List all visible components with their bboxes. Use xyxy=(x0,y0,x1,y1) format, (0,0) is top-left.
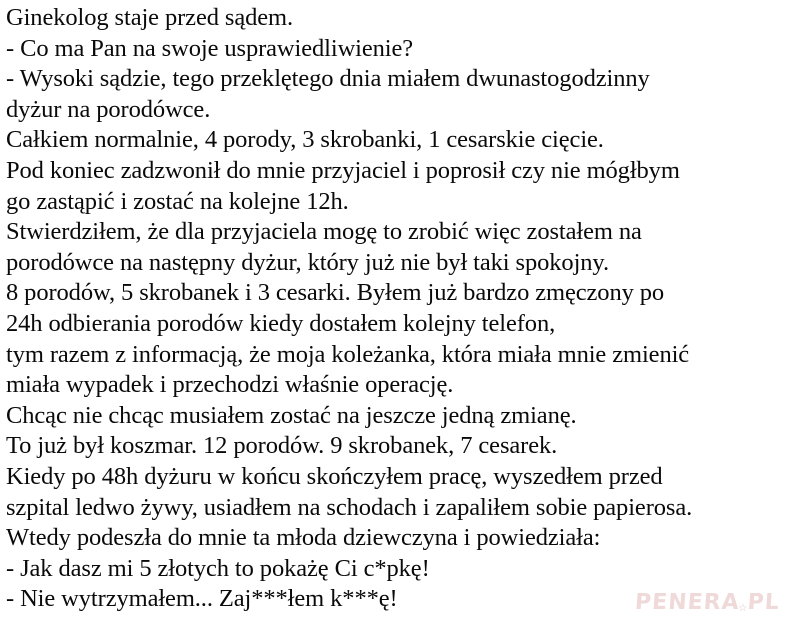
joke-line: porodówce na następny dyżur, który już nie był taki spokojny. xyxy=(6,248,610,276)
joke-line: dyżur na porodówce. xyxy=(6,95,211,123)
joke-line: - Wysoki sądzie, tego przeklętego dnia miałem dwunastogodzinny xyxy=(6,65,650,93)
joke-line: Stwierdziłem, że dla przyjaciela mogę to zrobić więc zostałem na xyxy=(6,218,642,246)
joke-line: 24h odbierania porodów kiedy dostałem kolejny telefon, xyxy=(6,309,556,337)
joke-line: Całkiem normalnie, 4 porody, 3 skrobanki, 1 cesarskie cięcie. xyxy=(6,126,604,154)
joke-line: miała wypadek i przechodzi właśnie operację. xyxy=(6,371,454,399)
joke-line: tym razem z informacją, że moja koleżanka, która miała mnie zmienić xyxy=(6,340,690,368)
star-icon: ☆ xyxy=(737,603,749,614)
joke-line: Wtedy podeszła do mnie ta młoda dziewczyna i powiedziała: xyxy=(6,524,601,552)
watermark-text: PENERA xyxy=(634,590,741,615)
joke-line: szpital ledwo żywy, usiadłem na schodach i zapaliłem sobie papierosa. xyxy=(6,493,693,521)
joke-line: - Jak dasz mi 5 złotych to pokażę Ci c*pkę! xyxy=(6,554,430,582)
joke-line: Chcąc nie chcąc musiałem zostać na jeszcze jedną zmianę. xyxy=(6,401,577,429)
joke-line: Pod koniec zadzwonił do mnie przyjaciel i poprosił czy nie mógłbym xyxy=(6,156,680,184)
joke-line: 8 porodów, 5 skrobanek i 3 cesarki. Byłem już bardzo zmęczony po xyxy=(6,279,665,307)
watermark-domain: PL xyxy=(746,590,781,615)
joke-line: go zastąpić i zostać na kolejne 12h. xyxy=(6,187,349,215)
watermark-logo xyxy=(634,590,780,615)
joke-line: To już był koszmar. 12 porodów. 9 skrobanek, 7 cesarek. xyxy=(6,432,558,460)
joke-line: - Nie wytrzymałem... Zaj***łem k***ę! xyxy=(6,585,398,613)
joke-line: - Co ma Pan na swoje usprawiedliwienie? xyxy=(6,34,414,62)
joke-line: Kiedy po 48h dyżuru w końcu skończyłem pracę, wyszedłem przed xyxy=(6,462,663,490)
joke-line: Ginekolog staje przed sądem. xyxy=(6,4,294,31)
joke-text xyxy=(6,3,692,615)
